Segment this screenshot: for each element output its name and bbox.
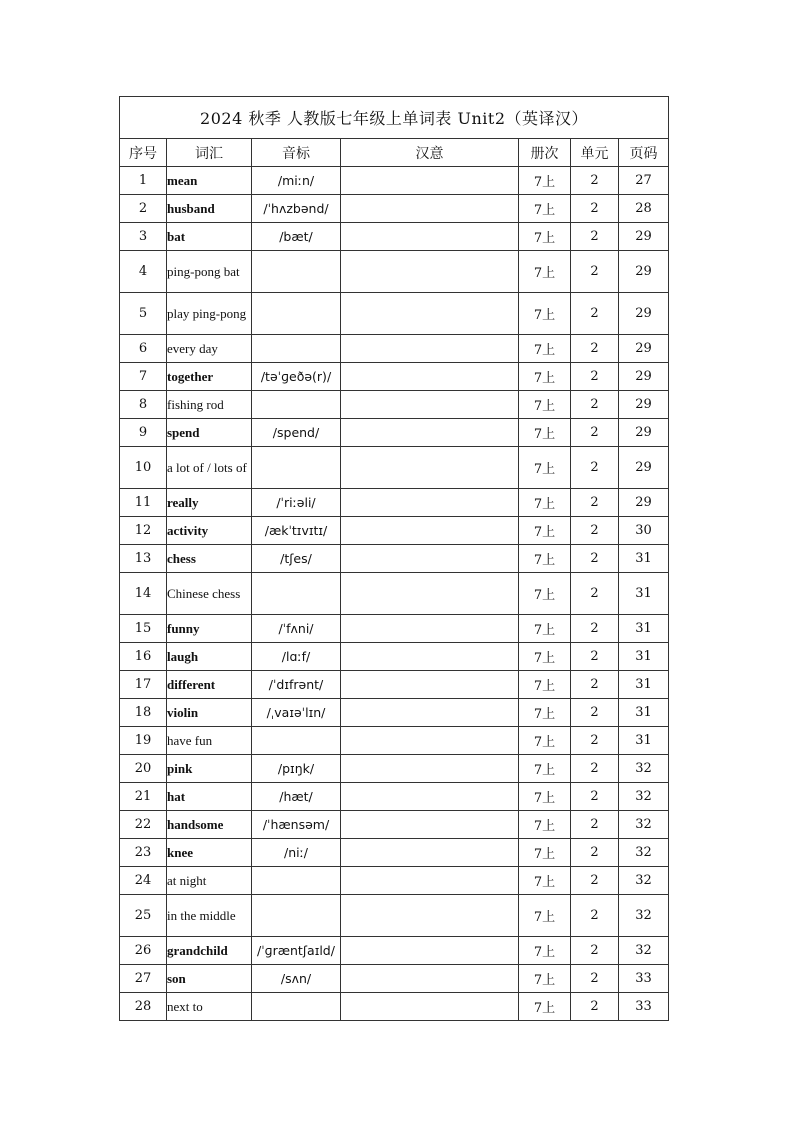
header-phonetic: 音标 (252, 139, 341, 167)
row-page: 31 (619, 727, 669, 755)
table-row (120, 545, 669, 573)
row-book: 7上 (519, 699, 571, 727)
row-index: 19 (120, 727, 167, 755)
row-page: 30 (619, 517, 669, 545)
row-book: 7上 (519, 895, 571, 937)
table-row (120, 251, 669, 293)
table-row (120, 223, 669, 251)
row-page: 29 (619, 489, 669, 517)
row-unit: 2 (571, 811, 619, 839)
row-meaning (341, 993, 519, 1021)
row-page: 32 (619, 937, 669, 965)
row-word: grandchild (167, 937, 252, 965)
row-phonetic (252, 727, 341, 755)
row-unit: 2 (571, 489, 619, 517)
row-index: 12 (120, 517, 167, 545)
table-row (120, 489, 669, 517)
row-book: 7上 (519, 195, 571, 223)
table-row (120, 447, 669, 489)
row-meaning (341, 839, 519, 867)
row-meaning (341, 937, 519, 965)
row-phonetic: /tʃes/ (252, 545, 341, 573)
table-row (120, 937, 669, 965)
row-meaning (341, 517, 519, 545)
row-word: bat (167, 223, 252, 251)
row-page: 29 (619, 391, 669, 419)
row-word: fishing rod (167, 391, 252, 419)
row-word: at night (167, 867, 252, 895)
header-meaning: 汉意 (341, 139, 519, 167)
row-unit: 2 (571, 167, 619, 195)
row-book: 7上 (519, 545, 571, 573)
row-meaning (341, 363, 519, 391)
row-page: 29 (619, 223, 669, 251)
table-row (120, 335, 669, 363)
table-row (120, 811, 669, 839)
table-row (120, 727, 669, 755)
table-row (120, 671, 669, 699)
row-phonetic: /ˈriːəli/ (252, 489, 341, 517)
row-word: hat (167, 783, 252, 811)
row-book: 7上 (519, 671, 571, 699)
row-meaning (341, 447, 519, 489)
row-book: 7上 (519, 517, 571, 545)
row-page: 32 (619, 783, 669, 811)
row-meaning (341, 335, 519, 363)
table-row (120, 839, 669, 867)
row-unit: 2 (571, 643, 619, 671)
row-book: 7上 (519, 335, 571, 363)
row-phonetic (252, 335, 341, 363)
header-row (120, 139, 669, 167)
row-page: 29 (619, 251, 669, 293)
row-unit: 2 (571, 727, 619, 755)
row-index: 14 (120, 573, 167, 615)
row-unit: 2 (571, 223, 619, 251)
table-title: 2024 秋季 人教版七年级上单词表 Unit2（英译汉） (120, 97, 669, 139)
row-page: 31 (619, 671, 669, 699)
row-book: 7上 (519, 447, 571, 489)
row-index: 28 (120, 993, 167, 1021)
row-meaning (341, 489, 519, 517)
table-row (120, 363, 669, 391)
row-book: 7上 (519, 573, 571, 615)
row-meaning (341, 545, 519, 573)
table-row (120, 755, 669, 783)
table-row (120, 167, 669, 195)
row-unit: 2 (571, 517, 619, 545)
header-word: 词汇 (167, 139, 252, 167)
vocabulary-table (119, 96, 669, 1021)
table-row (120, 293, 669, 335)
header-index: 序号 (120, 139, 167, 167)
row-word: in the middle (167, 895, 252, 937)
row-phonetic: /sʌn/ (252, 965, 341, 993)
row-book: 7上 (519, 839, 571, 867)
row-unit: 2 (571, 335, 619, 363)
row-phonetic: /ækˈtɪvɪtɪ/ (252, 517, 341, 545)
header-page: 页码 (619, 139, 669, 167)
row-book: 7上 (519, 811, 571, 839)
row-unit: 2 (571, 895, 619, 937)
row-index: 20 (120, 755, 167, 783)
table-row (120, 391, 669, 419)
row-meaning (341, 965, 519, 993)
row-unit: 2 (571, 937, 619, 965)
table-row (120, 517, 669, 545)
row-book: 7上 (519, 615, 571, 643)
row-page: 31 (619, 573, 669, 615)
row-meaning (341, 167, 519, 195)
row-unit: 2 (571, 195, 619, 223)
row-word: violin (167, 699, 252, 727)
row-book: 7上 (519, 965, 571, 993)
row-phonetic: /ˌvaɪəˈlɪn/ (252, 699, 341, 727)
row-book: 7上 (519, 223, 571, 251)
row-index: 23 (120, 839, 167, 867)
row-meaning (341, 811, 519, 839)
header-book: 册次 (519, 139, 571, 167)
row-unit: 2 (571, 419, 619, 447)
row-unit: 2 (571, 671, 619, 699)
row-meaning (341, 783, 519, 811)
table-row (120, 993, 669, 1021)
row-meaning (341, 671, 519, 699)
row-book: 7上 (519, 783, 571, 811)
row-word: spend (167, 419, 252, 447)
row-page: 29 (619, 293, 669, 335)
row-word: knee (167, 839, 252, 867)
row-index: 27 (120, 965, 167, 993)
row-page: 33 (619, 965, 669, 993)
row-index: 26 (120, 937, 167, 965)
row-word: laugh (167, 643, 252, 671)
row-page: 32 (619, 839, 669, 867)
row-unit: 2 (571, 447, 619, 489)
row-unit: 2 (571, 839, 619, 867)
row-page: 32 (619, 755, 669, 783)
row-index: 11 (120, 489, 167, 517)
table-row (120, 615, 669, 643)
row-unit: 2 (571, 755, 619, 783)
row-meaning (341, 867, 519, 895)
row-phonetic (252, 447, 341, 489)
row-book: 7上 (519, 251, 571, 293)
row-phonetic (252, 867, 341, 895)
row-meaning (341, 419, 519, 447)
row-book: 7上 (519, 293, 571, 335)
row-phonetic: /ˈhʌzbənd/ (252, 195, 341, 223)
table-row (120, 573, 669, 615)
row-meaning (341, 727, 519, 755)
row-page: 32 (619, 895, 669, 937)
row-index: 4 (120, 251, 167, 293)
row-phonetic (252, 293, 341, 335)
row-word: handsome (167, 811, 252, 839)
row-page: 32 (619, 867, 669, 895)
row-unit: 2 (571, 363, 619, 391)
row-index: 21 (120, 783, 167, 811)
row-meaning (341, 293, 519, 335)
row-word: a lot of / lots of (167, 447, 252, 489)
row-word: different (167, 671, 252, 699)
row-word: son (167, 965, 252, 993)
row-meaning (341, 643, 519, 671)
row-book: 7上 (519, 363, 571, 391)
row-index: 5 (120, 293, 167, 335)
row-meaning (341, 573, 519, 615)
row-phonetic: /ˈfʌni/ (252, 615, 341, 643)
row-phonetic (252, 573, 341, 615)
row-phonetic (252, 895, 341, 937)
row-unit: 2 (571, 867, 619, 895)
row-unit: 2 (571, 615, 619, 643)
row-word: next to (167, 993, 252, 1021)
row-index: 22 (120, 811, 167, 839)
row-index: 18 (120, 699, 167, 727)
row-word: activity (167, 517, 252, 545)
row-unit: 2 (571, 783, 619, 811)
table-row (120, 783, 669, 811)
row-phonetic (252, 251, 341, 293)
row-book: 7上 (519, 419, 571, 447)
row-index: 3 (120, 223, 167, 251)
row-meaning (341, 615, 519, 643)
row-book: 7上 (519, 937, 571, 965)
row-word: play ping-pong (167, 293, 252, 335)
row-phonetic: /ˈdɪfrənt/ (252, 671, 341, 699)
row-unit: 2 (571, 993, 619, 1021)
row-meaning (341, 195, 519, 223)
row-phonetic: /miːn/ (252, 167, 341, 195)
row-page: 32 (619, 811, 669, 839)
row-page: 28 (619, 195, 669, 223)
row-index: 16 (120, 643, 167, 671)
row-meaning (341, 895, 519, 937)
row-word: Chinese chess (167, 573, 252, 615)
row-page: 31 (619, 545, 669, 573)
row-phonetic (252, 391, 341, 419)
row-word: ping-pong bat (167, 251, 252, 293)
row-book: 7上 (519, 993, 571, 1021)
row-book: 7上 (519, 391, 571, 419)
row-meaning (341, 699, 519, 727)
table-row (120, 699, 669, 727)
row-word: husband (167, 195, 252, 223)
row-unit: 2 (571, 391, 619, 419)
row-phonetic: /bæt/ (252, 223, 341, 251)
row-page: 31 (619, 615, 669, 643)
table-row (120, 419, 669, 447)
row-phonetic: /təˈɡeðə(r)/ (252, 363, 341, 391)
header-unit: 单元 (571, 139, 619, 167)
row-unit: 2 (571, 965, 619, 993)
row-word: chess (167, 545, 252, 573)
table-row (120, 195, 669, 223)
row-meaning (341, 755, 519, 783)
row-unit: 2 (571, 293, 619, 335)
row-word: every day (167, 335, 252, 363)
row-book: 7上 (519, 727, 571, 755)
row-page: 27 (619, 167, 669, 195)
row-page: 29 (619, 335, 669, 363)
row-phonetic: /ˈhænsəm/ (252, 811, 341, 839)
row-book: 7上 (519, 755, 571, 783)
row-phonetic: /pɪŋk/ (252, 755, 341, 783)
row-page: 33 (619, 993, 669, 1021)
table-row (120, 867, 669, 895)
row-index: 24 (120, 867, 167, 895)
row-unit: 2 (571, 573, 619, 615)
row-book: 7上 (519, 489, 571, 517)
row-index: 8 (120, 391, 167, 419)
row-index: 7 (120, 363, 167, 391)
row-unit: 2 (571, 545, 619, 573)
row-phonetic: /spend/ (252, 419, 341, 447)
table-row (120, 965, 669, 993)
row-index: 1 (120, 167, 167, 195)
row-index: 15 (120, 615, 167, 643)
row-book: 7上 (519, 167, 571, 195)
row-word: really (167, 489, 252, 517)
row-meaning (341, 251, 519, 293)
row-meaning (341, 223, 519, 251)
row-word: mean (167, 167, 252, 195)
row-book: 7上 (519, 867, 571, 895)
row-index: 10 (120, 447, 167, 489)
row-word: have fun (167, 727, 252, 755)
row-page: 29 (619, 363, 669, 391)
row-book: 7上 (519, 643, 571, 671)
row-unit: 2 (571, 699, 619, 727)
row-page: 29 (619, 419, 669, 447)
row-index: 17 (120, 671, 167, 699)
row-index: 13 (120, 545, 167, 573)
row-unit: 2 (571, 251, 619, 293)
row-word: funny (167, 615, 252, 643)
row-word: pink (167, 755, 252, 783)
row-phonetic: /ˈɡræntʃaɪld/ (252, 937, 341, 965)
row-index: 25 (120, 895, 167, 937)
row-page: 29 (619, 447, 669, 489)
row-page: 31 (619, 699, 669, 727)
row-index: 2 (120, 195, 167, 223)
row-phonetic: /lɑːf/ (252, 643, 341, 671)
row-page: 31 (619, 643, 669, 671)
row-meaning (341, 391, 519, 419)
row-phonetic: /hæt/ (252, 783, 341, 811)
row-phonetic (252, 993, 341, 1021)
table-row (120, 895, 669, 937)
row-index: 6 (120, 335, 167, 363)
row-word: together (167, 363, 252, 391)
row-index: 9 (120, 419, 167, 447)
table-row (120, 643, 669, 671)
row-phonetic: /niː/ (252, 839, 341, 867)
